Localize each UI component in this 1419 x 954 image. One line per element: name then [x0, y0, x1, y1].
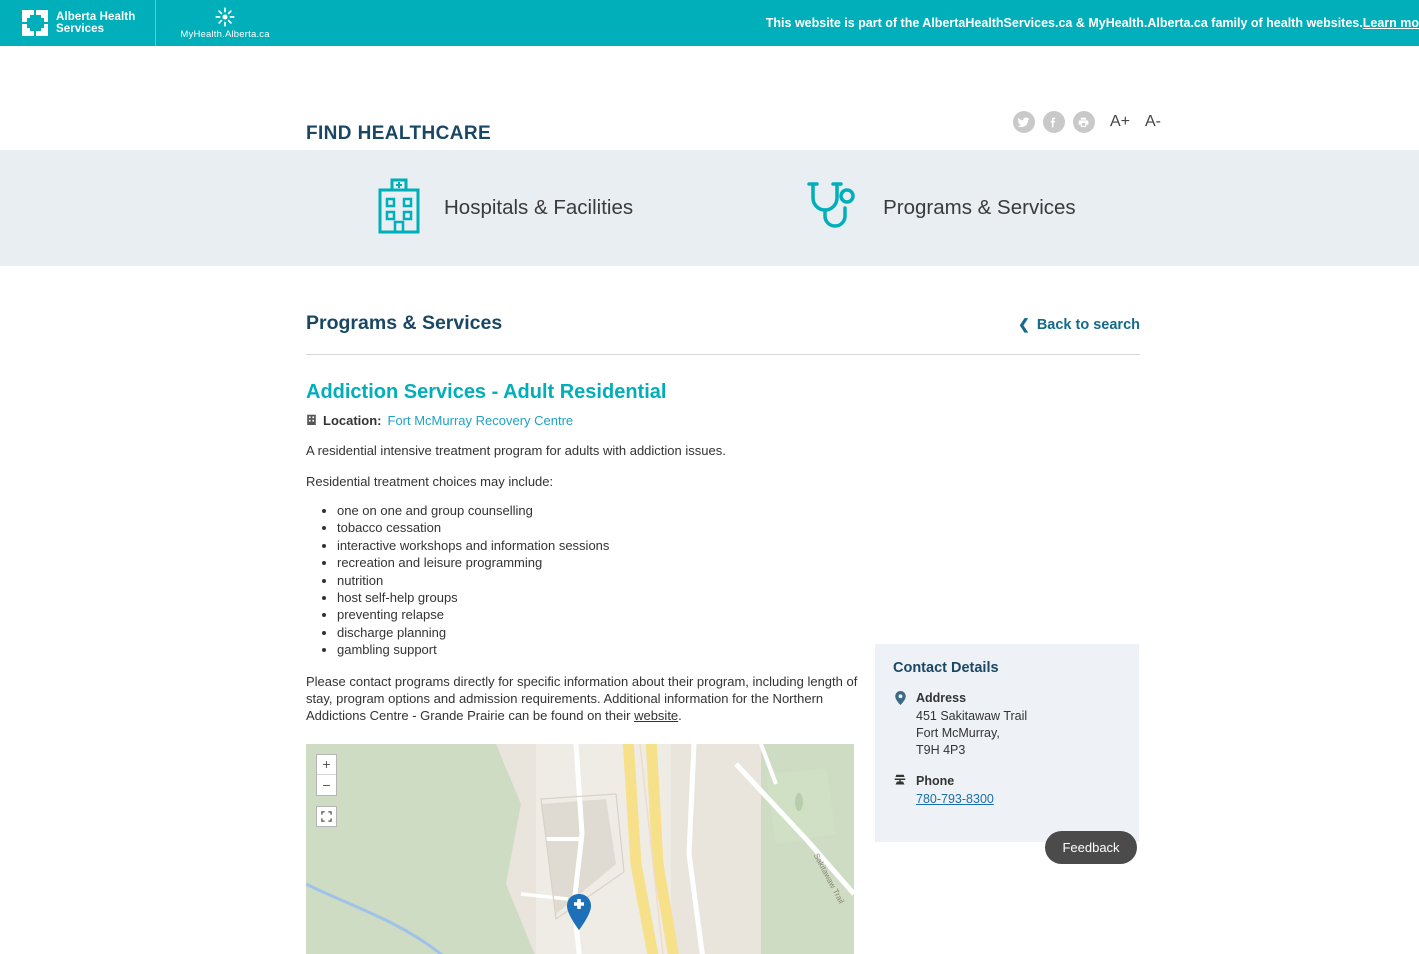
list-item: • one on one and group counselling: [337, 502, 1154, 519]
map-zoom-controls[interactable]: [316, 754, 337, 796]
font-increase-button[interactable]: A+: [1109, 113, 1130, 130]
choices-list: [306, 502, 1154, 659]
back-to-search-link[interactable]: [1018, 316, 1140, 333]
network-notice: [766, 0, 1419, 46]
map-zoom-in-button[interactable]: +: [317, 755, 336, 775]
nav-programs-services[interactable]: [805, 178, 1076, 239]
closing-text: Please contact programs directly for specific information about their program, including length of stay, program options and admission requirements. Additional information for the Northern Addictions Centre - Grande Prairie can be found on their: [306, 673, 858, 723]
phone-label: Phone: [916, 774, 955, 788]
nav-programs-services-label: Programs & Services: [883, 196, 1076, 219]
nav-hospitals-facilities-label: Hospitals & Facilities: [444, 196, 634, 219]
myhealth-logo-text: MyHealth.Alberta.ca: [180, 28, 270, 40]
location-map[interactable]: [306, 744, 854, 954]
font-decrease-button[interactable]: A-: [1145, 113, 1161, 130]
map-zoom-out-button[interactable]: −: [322, 776, 331, 793]
contact-phone-body: [916, 773, 994, 808]
section-title: Programs & Services: [306, 312, 503, 334]
feedback-button[interactable]: Feedback: [1045, 831, 1137, 864]
main-content: [0, 266, 1419, 954]
hospital-building-icon: [376, 178, 422, 239]
building-icon: [306, 413, 317, 428]
service-title: Addiction Services - Adult Residential: [306, 381, 667, 403]
myhealth-star-icon: [215, 7, 235, 27]
print-icon[interactable]: [1073, 111, 1095, 133]
location-link[interactable]: Fort McMurray Recovery Centre: [387, 413, 574, 428]
divider: [306, 354, 1140, 355]
logo-divider: [155, 0, 156, 46]
contact-details-panel: [875, 644, 1139, 842]
page-title: FIND HEALTHCARE: [306, 123, 492, 144]
closing-paragraph: [306, 673, 858, 724]
network-notice-text: This website is part of the AlbertaHealthServices.ca & MyHealth.Alberta.ca family of health websites.: [765, 16, 1363, 30]
list-item: • tobacco cessation: [337, 519, 1154, 536]
list-item: • preventing relapse: [337, 606, 1154, 623]
list-item: • recreation and leisure programming: [337, 554, 1154, 571]
alberta-health-services-logo[interactable]: [22, 10, 135, 37]
address-line-3: T9H 4P3: [916, 743, 966, 757]
header-tools: [1013, 111, 1161, 133]
myhealth-alberta-logo[interactable]: [180, 7, 269, 40]
list-item: • gambling support: [337, 641, 1154, 658]
list-item: • interactive workshops and information sessions: [337, 537, 1154, 554]
phone-number-link[interactable]: 780-793-8300: [916, 792, 994, 806]
map-location-pin[interactable]: [566, 894, 592, 935]
page-header: [0, 46, 1419, 150]
address-line-1: 451 Sakitawaw Trail: [916, 709, 1028, 723]
list-item: • nutrition: [337, 572, 1154, 589]
contact-details-title: Contact Details: [893, 660, 999, 676]
site-top-bar: [0, 0, 1419, 46]
list-item: • host self-help groups: [337, 589, 1154, 606]
map-pin-icon: [893, 690, 907, 759]
address-label: Address: [916, 691, 967, 705]
list-item: • discharge planning: [337, 624, 1154, 641]
address-line-2: Fort McMurray,: [916, 726, 1000, 740]
ahs-cross-icon: [22, 10, 49, 37]
chevron-left-icon: ❮: [1018, 316, 1030, 332]
street-label: Sakitawaw Trail: [811, 851, 846, 905]
facebook-icon[interactable]: [1043, 111, 1065, 133]
location-label: Location:: [323, 413, 382, 428]
phone-icon: [893, 773, 907, 808]
choices-lead: Residential treatment choices may include:: [306, 474, 554, 489]
ahs-logo-text: Alberta Health Services: [56, 11, 136, 35]
map-fullscreen-button[interactable]: [316, 806, 337, 827]
contact-phone-row: [893, 773, 1121, 808]
stethoscope-icon: [805, 178, 861, 239]
location-row: [306, 413, 1154, 428]
primary-nav-band: [0, 150, 1419, 266]
section-header: [306, 312, 1140, 335]
website-link[interactable]: website: [634, 707, 679, 723]
twitter-icon[interactable]: [1013, 111, 1035, 133]
contact-address-row: [893, 690, 1121, 759]
service-intro: A residential intensive treatment program for adults with addiction issues.: [306, 443, 726, 458]
nav-hospitals-facilities[interactable]: [376, 178, 633, 239]
closing-suffix: .: [678, 707, 682, 723]
back-to-search-label: Back to search: [1036, 316, 1140, 333]
contact-address-body: [916, 690, 1027, 759]
learn-more-link[interactable]: Learn mo: [1362, 16, 1419, 30]
